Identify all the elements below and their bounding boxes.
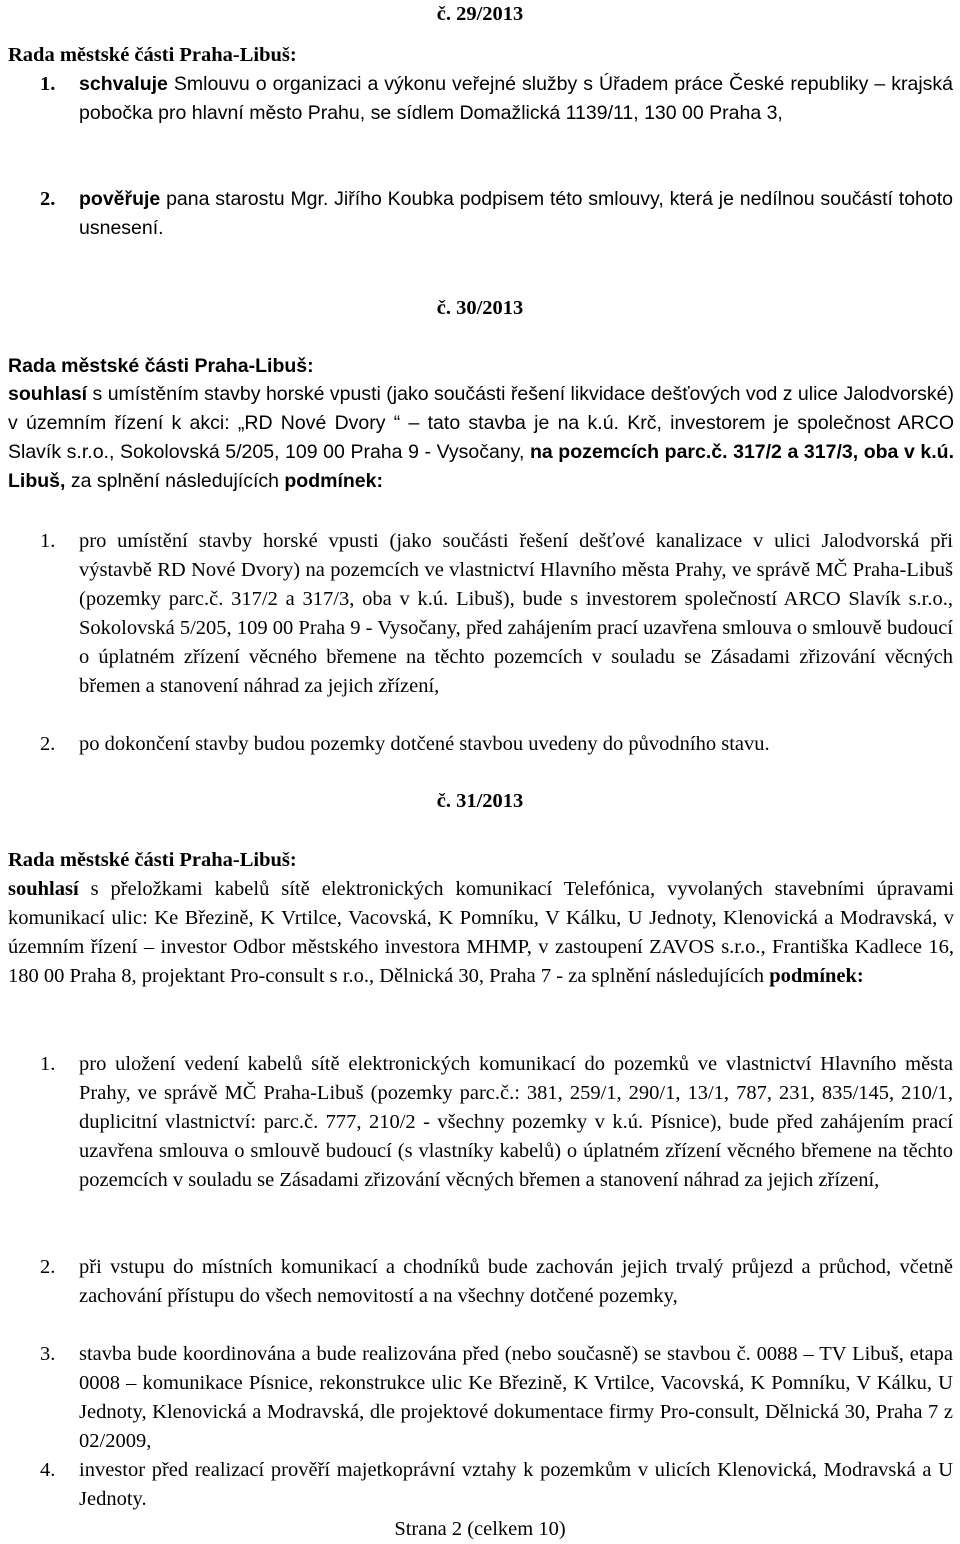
res30-intro: souhlasí s umístěním stavby horské vpusti (jako součásti řešení likvidace dešťových vod z ulice Jalodvorské) v územním řízení k akci: „RD Nové Dvory “ – tato stavba je na k.ú. Krč, investorem je společnost ARCO Slavík s.r.o., Sokolovská 5/205, 109 00 Praha 9 - Vysočany, na pozemcích parc.č. 317/2 a 317/3, oba v k.ú. Libuš, za splnění následujících podmínek:: [8, 383, 954, 492]
council-heading-30: Rada městské části Praha-Libuš:: [8, 355, 314, 377]
document-page: č. 29/2013 Rada městské části Praha-Libuš: 1. schvaluje Smlouvu o organizaci a výkonu veřejné služby s Úřadem práce České republiky – krajská pobočka pro hlavní město Prahu, se sídlem Domažlická 1139/11, 130 00 Praha 3, 2. pověřuje pana starostu Mgr. Jiřího Koubka podpisem této smlouvy, která je nedílnou součástí tohoto usnesení. č. 30/2013 Rada městské části Praha-Libuš: souhlasí s umístěním stavby horské vpusti (jako součásti řešení likvidace dešťových vod z ulice Jalodvorské) v územním řízení k akci: „RD Nové Dvory “ – tato stavba je na k.ú. Krč, investorem je společnost ARCO Slavík s.r.o., Sokolovská 5/205, 109 00 Praha 9 - Vysočany, na pozemcích parc.č. 317/2 a 317/3, oba v k.ú. Libuš, za splnění následujících podmínek: 1. pro umístění stavby horské vpusti (jako součásti řešení dešťové kanalizace v ulici Jalodvorská při výstavbě RD Nové Dvory) na pozemcích ve vlastnictví Hlavního města Prahy, ve správě MČ Praha-Libuš (pozemky parc.č. 317/2 a 317/3, oba v k.ú. Libuš), bude s investorem společností ARCO Slavík s.r.o., Sokolovská 5/205, 109 00 Praha 9 - Vysočany, před zahájením prací uzavřena smlouva o smlouvě budoucí o úplatném zřízení věcného břemene na těchto pozemcích v souladu se Zásadami zřizování věcných břemen a stanovení náhrad za jejich zřízení, 2. po dokončení stavby budou pozemky dotčené stavbou uvedeny do původního stavu. č. 31/2013 Rada městské části Praha-Libuš: souhlasí s přeložkami kabelů sítě elektronických komunikací Telefónica, vyvolaných stavebními úpravami komunikací ulic: Ke Březině, K Vrtilce, Vacovská, K Pomníku, V Kálku, U Jednoty, Klenovická a Modravská, v územním řízení – investor Odbor městského investora MHMP, v zastoupení ZAVOS s.r.o., Františka Kadlece 16, 180 00 Praha 8, projektant Pro-consult s r.o., Dělnická 30, Praha 7 - za splnění následujících podmínek: 1. pro uložení vedení kabelů sítě elektronických komunikací do pozemků ve vlastnictví Hlavního města Prahy, ve správě MČ Praha-Libuš (pozemky parc.č.: 381, 259/1, 290/1, 13/1, 787, 231, 835/145, 210/1, duplicitní vlastnictví: parc.č. 777, 210/2 - všechny pozemky v k.ú. Písnice), bude před zahájením prací uzavřena smlouva o smlouvě budoucí (s vlastníky kabelů) o úplatném zřízení věcného břemene na těchto pozemcích v souladu se Zásadami zřizování věcných břemen a stanovení náhrad za jejich zřízení, 2. při vstupu do místních komunikací a chodníků bude zachován jejich trvalý průjezd a průchod, včetně zachování přístupu do všech nemovitostí a na všechny dotčené pozemky, 3. stavba bude koordinována a bude realizována před (nebo současně) se stavbou č. 0088 – TV Libuš, etapa 0008 – komunikace Písnice, rekonstrukce ulic Ke Březině, K Vrtilce, Vacovská, K Pomníku, V Kálku, U Jednoty, Klenovická a Modravská, dle projektové dokumentace firmy Pro-consult, Dělnická 30, Praha 7 z 02/2009, 4. investor před realizací prověří majetkoprávní vztahy k pozemkům v ulicích Klenovická, Modravská a U Jednoty. Strana 2 (celkem 10): [0, 0, 960, 1541]
council-heading-31: Rada městské části Praha-Libuš:: [8, 849, 297, 871]
verb-schvaluje: schvaluje: [79, 73, 168, 95]
verb-souhlasi-31: souhlasí: [8, 878, 79, 900]
resolution-number-31: č. 31/2013: [436, 790, 524, 812]
council-heading-29: Rada městské části Praha-Libuš:: [8, 44, 297, 66]
page-footer: Strana 2 (celkem 10): [394, 1518, 566, 1540]
res31-intro: souhlasí s přeložkami kabelů sítě elektronických komunikací Telefónica, vyvolaných stavebními úpravami komunikací ulic: Ke Březině, K Vrtilce, Vacovská, K Pomníku, V Kálku, U Jednoty, Klenovická a Modravská, v územním řízení – investor Odbor městského investora MHMP, v zastoupení ZAVOS s.r.o., Františka Kadlece 16, 180 00 Praha 8, projektant Pro-consult s r.o., Dělnická 30, Praha 7 - za splnění následujících podmínek:: [8, 878, 954, 987]
resolution-number-30: č. 30/2013: [436, 297, 524, 319]
verb-poveruje: pověřuje: [79, 188, 161, 210]
verb-souhlasi-30: souhlasí: [8, 383, 88, 405]
resolution-number-29: č. 29/2013: [436, 3, 524, 25]
